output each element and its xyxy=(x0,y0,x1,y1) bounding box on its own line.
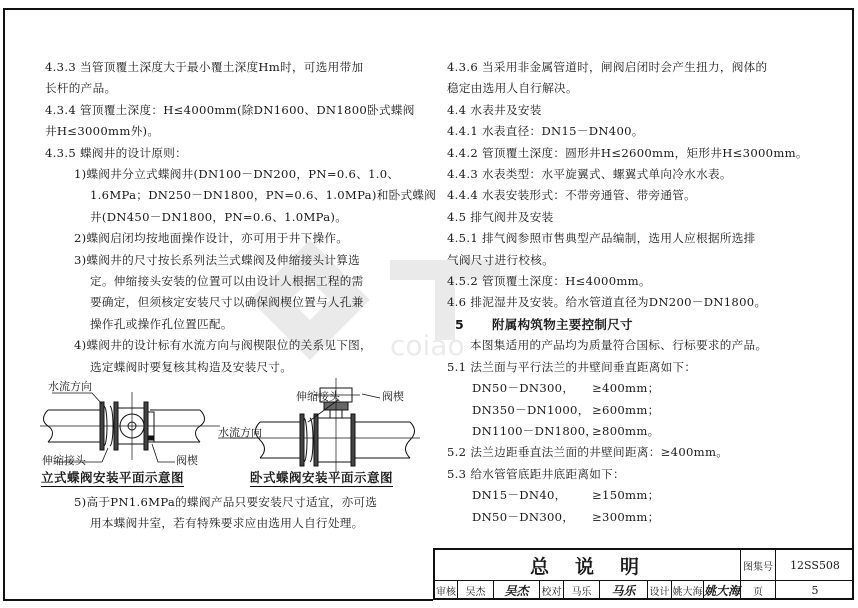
check-label: 校对 xyxy=(539,581,563,600)
right-column xyxy=(447,57,827,528)
item-1-line3: 井(DN450－DN1800，PN=0.6、1.0MPa)。 xyxy=(90,209,348,224)
section-5-heading xyxy=(447,314,827,335)
para-5-1-heading: 5.1 法兰面与平行法兰的井壁间垂直距离如下： xyxy=(447,359,697,374)
item-3-line1: 3)蝶阀井的尺寸按长系列法兰式蝶阀及伸缩接头计算选 xyxy=(74,252,361,267)
para-4-3-6-line1: 4.3.6 当采用非金属管道时，闸阀启闭时会产生扭力，阀体的 xyxy=(447,60,768,74)
para-5-2: 5.2 法兰边距垂直法兰面的井壁间距离：≥400mm。 xyxy=(447,445,729,460)
title-block xyxy=(433,548,854,600)
frame-bottom-rule xyxy=(3,599,433,601)
vertical-joint-label: 伸缩接头 xyxy=(42,454,86,467)
dim-range: DN1100－DN1800， xyxy=(472,423,598,438)
section-5-number: 5 xyxy=(455,316,464,332)
page-label: 页 xyxy=(740,581,775,600)
horizontal-diagram-caption: 卧式蝶阀安装平面示意图 xyxy=(250,470,394,485)
dim-value: ≥300mm； xyxy=(592,509,660,524)
para-4-4-3: 4.4.3 水表类型：水平旋翼式、螺翼式单向冷水水表。 xyxy=(447,167,732,182)
dim-value: ≥600mm； xyxy=(592,402,660,417)
dim-range: DN350－DN1000， xyxy=(472,402,590,417)
para-4-3-6-line2: 稳定由选用人自行解决。 xyxy=(447,81,578,96)
item-3-line4: 操作孔或操作孔位置匹配。 xyxy=(90,316,233,331)
item-4-line2: 选定蝶阀时要复核其构造及安装尺寸。 xyxy=(90,359,293,374)
designer-signature: 姚大海 xyxy=(703,581,740,600)
item-2-line1: 2)蝶阀启闭均按地面操作设计，亦可用于井下操作。 xyxy=(74,231,349,246)
reviewer-signature: 吴杰 xyxy=(493,581,539,600)
horizontal-flow-label: 水流方向 xyxy=(218,426,262,439)
para-4-5-2: 4.5.2 管顶覆土深度：H≤4000mm。 xyxy=(447,274,651,289)
reviewer-name: 吴杰 xyxy=(457,581,493,600)
valve-install-diagrams xyxy=(40,378,420,488)
dim-range: DN15－DN40， xyxy=(472,488,567,503)
dim-value: ≥800mm。 xyxy=(592,423,660,438)
dim-row xyxy=(447,400,827,421)
horizontal-joint-label: 伸缩接头 xyxy=(296,390,340,403)
item-4-line1: 4)蝶阀井的设计标有水流方向与阀楔限位的关系见下图， xyxy=(74,338,372,353)
vertical-diagram-caption: 立式蝶阀安装平面示意图 xyxy=(41,470,185,485)
dim-range: DN50－DN300， xyxy=(472,509,575,524)
section-4-5: 4.5 排气阀井及安装 xyxy=(447,209,554,224)
para-4-4-1: 4.4.1 水表直径：DN15－DN400。 xyxy=(447,124,644,139)
para-4-3-4-line2: 井H≤3000mm外)。 xyxy=(45,124,160,139)
left-column xyxy=(45,57,437,378)
para-4-3-3-line1: 4.3.3 当管顶覆土深度大于最小覆土深度Hm时，可选用带加 xyxy=(45,60,364,74)
para-4-3-5-heading: 4.3.5 蝶阀井的设计原则： xyxy=(45,145,188,160)
designer-name: 姚大海 xyxy=(671,581,703,600)
item-1-line1: 1)蝶阀井分立式蝶阀井(DN100－DN200，PN=0.6、1.0、 xyxy=(74,167,400,182)
checker-name: 马乐 xyxy=(563,581,599,600)
section-4-4: 4.4 水表井及安装 xyxy=(447,102,542,117)
item-3-line2: 定。伸缩接头安装的位置可以由设计人根据工程的需 xyxy=(90,274,364,289)
dim-row xyxy=(447,485,827,506)
para-4-6: 4.6 排泥湿井及安装。给水管道直径为DN200－DN1800。 xyxy=(447,295,767,310)
dim-range: DN50－DN300， xyxy=(472,381,575,396)
item-3-line3: 要确定，但须核定安装尺寸以确保阀楔位置与人孔兼 xyxy=(90,295,364,310)
horizontal-leader-lines xyxy=(40,378,420,473)
para-4-3-3-line2: 长杆的产品。 xyxy=(45,81,117,96)
item-5-line1: 5)高于PN1.6MPa的蝶阀产品只要安装尺寸适宜，亦可选 xyxy=(74,495,378,509)
para-4-5-1-line2: 气阀尺寸进行校核。 xyxy=(447,252,555,267)
item-1-line2: 1.6MPa；DN250－DN1800，PN=0.6、1.0MPa)和卧式蝶阀 xyxy=(90,188,437,203)
para-4-4-4: 4.4.4 水表安装形式：不带旁通管、带旁通管。 xyxy=(447,188,697,203)
title-block-row-2 xyxy=(435,581,852,600)
title-block-row-1 xyxy=(435,550,852,581)
atlas-number-label: 图集号 xyxy=(740,550,775,580)
section-5-title: 附属构筑物主要控制尺寸 xyxy=(492,316,633,332)
vertical-wedge-label: 阀楔 xyxy=(176,454,198,467)
svg-text:coiao: coiao xyxy=(390,329,465,360)
para-5-3-heading: 5.3 给水管管底距井底距离如下： xyxy=(447,466,625,481)
review-label: 审核 xyxy=(436,587,456,598)
para-4-3-4-line1: 4.3.4 管顶覆土深度：H≤4000mm(除DN1600、DN1800卧式蝶阀 xyxy=(45,102,415,117)
section-5-intro: 本图集适用的产品均为质量符合国标、行标要求的产品。 xyxy=(470,338,768,353)
dim-row xyxy=(447,378,827,399)
para-4-5-1-line1: 4.5.1 排气阀参照市售典型产品编制，选用人应根据所选排 xyxy=(447,231,756,246)
page-number: 5 xyxy=(775,581,854,600)
drawing-title: 总说明 xyxy=(529,555,665,578)
dim-value: ≥400mm； xyxy=(592,381,660,396)
design-label: 设计 xyxy=(647,581,671,600)
horizontal-wedge-label: 阀楔 xyxy=(382,390,404,403)
para-4-4-2: 4.4.2 管顶覆土深度：圆形井H≤2600mm，矩形井H≤3000mm。 xyxy=(447,145,808,160)
dim-row xyxy=(447,421,827,442)
vertical-flow-label: 水流方向 xyxy=(48,380,92,393)
dim-row xyxy=(447,507,827,528)
item-5-line2: 用本蝶阀井室，若有特殊要求应由选用人自行处理。 xyxy=(90,516,364,531)
dim-value: ≥150mm； xyxy=(592,488,660,503)
left-column-bottom xyxy=(45,492,430,535)
atlas-number: 12SS508 xyxy=(775,550,854,580)
checker-signature: 马乐 xyxy=(599,581,647,600)
